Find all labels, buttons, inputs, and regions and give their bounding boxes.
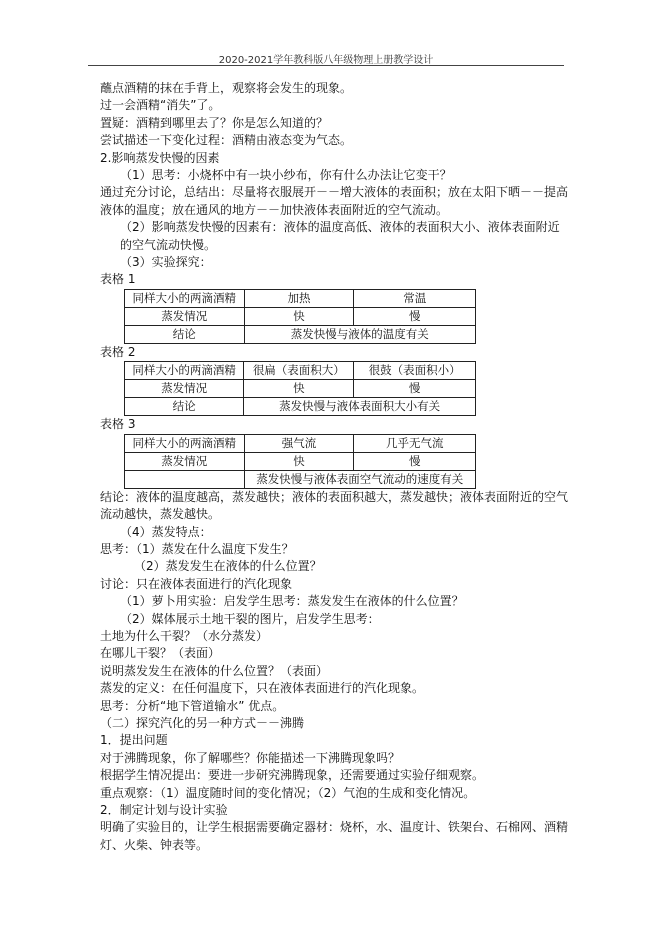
table-cell: 强气流 — [244, 434, 354, 452]
data-table-2 — [124, 361, 476, 416]
table-cell: 很鼓（表面积小） — [354, 362, 476, 380]
text-line: （2）媒体展示土地干裂的图片，启发学生思考： — [120, 611, 380, 626]
table-cell: 同样大小的两滴酒精 — [125, 434, 245, 452]
text-line: 说明蒸发发生在液体的什么位置？（表面） — [100, 663, 329, 678]
text-line: 重点观察：（1）温度随时间的变化情况；（2）气泡的生成和变化情况。 — [100, 785, 476, 800]
text-line: 根据学生情况提出：要进一步研究沸腾现象，还需要通过实验仔细观察。 — [100, 768, 485, 783]
table-cell: 蒸发情况 — [125, 452, 245, 470]
text-line: 蒸发的定义：在任何温度下，只在液体表面进行的汽化现象。 — [100, 681, 425, 696]
table-cell: 结论 — [125, 325, 245, 343]
table-cell: 同样大小的两滴酒精 — [125, 362, 244, 380]
data-table-3 — [124, 434, 476, 489]
table-cell: 同样大小的两滴酒精 — [125, 289, 245, 307]
paragraph: 明确了实验目的，让学生根据需要确定器材：烧杯，水、温度计、铁架台、石棉网、酒精灯、火柴、钟表等。 — [100, 820, 569, 852]
table-cell: 快 — [244, 380, 354, 398]
text-line: 2．制定计划与设计实验 — [100, 803, 228, 817]
data-table-1 — [124, 289, 476, 344]
table-cell: 快 — [244, 307, 354, 325]
table-cell: 蒸发快慢与液体表面空气流动的速度有关 — [244, 470, 475, 488]
text-line: 尝试描述一下变化过程：酒精由液态变为气态。 — [100, 133, 353, 148]
text-line: 思考：分析“地下管道输水” 优点。 — [100, 698, 285, 713]
text-line: 土地为什么干裂？（水分蒸发） — [100, 628, 269, 643]
header-divider — [88, 65, 564, 66]
paragraph: 通过充分讨论，总结出：尽量将衣服展开－－增大液体的表面积；放在太阳下晒－－提高液体的温度；放在通风的地方－－加快液体表面附近的空气流动。 — [100, 185, 569, 217]
text-line: 过一会酒精“消失”了。 — [100, 98, 221, 113]
table-cell: 蒸发快慢与液体的温度有关 — [244, 325, 475, 343]
table-cell: 蒸发快慢与液体表面积大小有关 — [244, 398, 476, 416]
table-cell: 结论 — [125, 398, 244, 416]
table-cell: 慢 — [354, 380, 476, 398]
section-heading: （二）探究汽化的另一种方式－－沸腾 — [100, 715, 305, 730]
table-cell — [125, 470, 245, 488]
text-line: 对于沸腾现象，你了解哪些？你能描述一下沸腾现象吗？ — [100, 750, 401, 765]
table-cell: 几乎无气流 — [354, 434, 476, 452]
document-body — [100, 80, 570, 854]
text-line: （1）思考：小烧杯中有一块小纱布，你有什么办法让它变干？ — [120, 168, 452, 183]
text-line: （4）蒸发特点： — [120, 524, 212, 539]
paragraph: （2）影响蒸发快慢的因素有：液体的温度高低、液体的表面积大小、液体表面附近的空气流动快慢。 — [120, 220, 560, 252]
table-cell: 慢 — [354, 452, 476, 470]
page-header: 2020-2021学年教科版八年级物理上册教学设计 — [218, 55, 434, 66]
text-line: 1．提出问题 — [100, 733, 168, 748]
text-line: 思考：（1）蒸发在什么温度下发生？ — [100, 541, 294, 556]
text-line: （3）实验探究： — [120, 255, 212, 270]
table-label: 表格 2 — [100, 344, 136, 359]
paragraph: 结论：液体的温度越高，蒸发越快；液体的表面积越大，蒸发越快；液体表面附近的空气流动越快，蒸发越快。 — [100, 489, 569, 522]
text-line: （2）蒸发发生在液体的什么位置？ — [134, 559, 322, 574]
table-cell: 快 — [244, 452, 354, 470]
table-cell: 蒸发情况 — [125, 380, 244, 398]
table-label: 表格 1 — [100, 272, 136, 287]
table-cell: 慢 — [354, 307, 476, 325]
table-label: 表格 3 — [100, 417, 136, 432]
text-line: 蘸点酒精的抹在手背上，观察将会发生的现象。 — [100, 81, 353, 95]
text-line: 置疑：酒精到哪里去了？你是怎么知道的？ — [100, 115, 329, 130]
table-cell: 常温 — [354, 289, 476, 307]
table-cell: 蒸发情况 — [125, 307, 245, 325]
table-cell: 加热 — [244, 289, 354, 307]
table-cell: 很扁（表面积大） — [244, 362, 354, 380]
section-heading: 2.影响蒸发快慢的因素 — [100, 150, 220, 165]
text-line: 讨论：只在液体表面进行的汽化现象 — [100, 576, 293, 591]
text-line: 在哪儿干裂？（表面） — [100, 646, 221, 661]
text-line: （1）萝卜用实验：启发学生思考：蒸发发生在液体的什么位置？ — [120, 594, 464, 609]
